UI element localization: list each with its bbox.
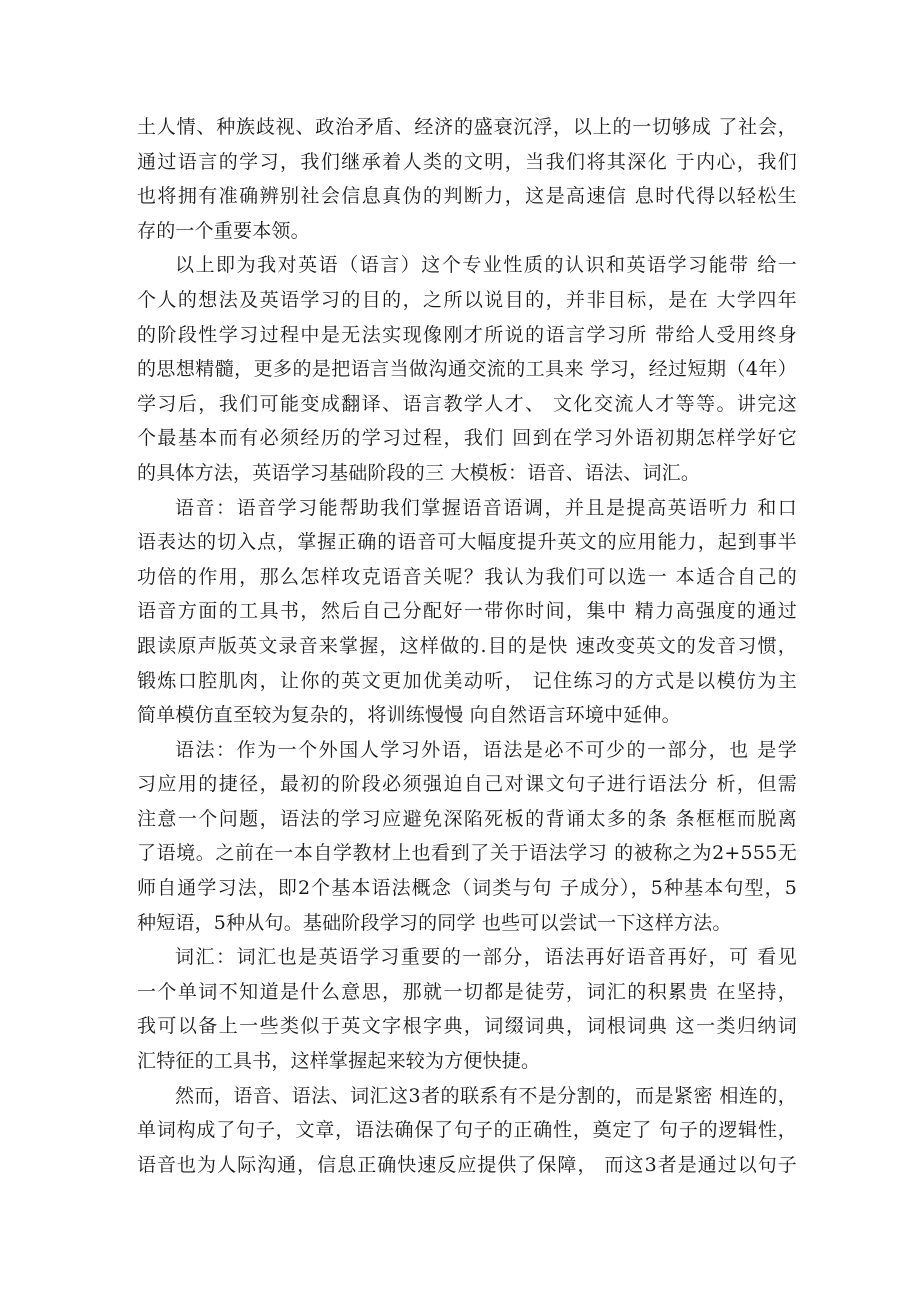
text-line: 个最基本而有必须经历的学习过程，我们 回到在学习外语初期怎样学好它 xyxy=(137,427,797,450)
text-line: 汇特征的工具书，这样掌握起来较为方便快捷。 xyxy=(137,1050,541,1073)
text-line: 单词构成了句子，文章，语法确保了句子的正确性，奠定了 句子的逻辑性， xyxy=(137,1119,797,1142)
text-line: 功倍的作用，那么怎样攻克语音关呢？我认为我们可以选一 本适合自己的 xyxy=(137,565,797,588)
document-body xyxy=(137,110,797,1182)
paragraph-vocabulary xyxy=(137,940,797,1078)
text-line: 师自通学习法，即2个基本语法概念（词类与句 子成分），5种基本句型，5 xyxy=(137,877,797,900)
text-line: 通过语言的学习，我们继承着人类的文明，当我们将其深化 于内心，我们 xyxy=(137,150,797,173)
text-line: 了语境。之前在一本自学教材上也看到了关于语法学习 的被称之为2+555无 xyxy=(137,842,797,865)
text-line: 锻炼口腔肌肉，让你的英文更加优美动听， 记住练习的方式是以模仿为主 xyxy=(137,669,797,692)
paragraph-society xyxy=(137,110,797,248)
text-line: 注意一个问题，语法的学习应避免深陷死板的背诵太多的条 条框框而脱离 xyxy=(137,807,797,830)
text-line: 的具体方法，英语学习基础阶段的三 大模板：语音、语法、词汇。 xyxy=(137,461,701,484)
paragraph-grammar xyxy=(137,733,797,941)
text-line: 学习后，我们可能变成翻译、语言教学人才、 文化交流人才等等。讲完这 xyxy=(137,392,797,415)
text-line: 的思想精髓，更多的是把语言当做沟通交流的工具来 学习，经过短期（4年） xyxy=(137,358,797,381)
text-line: 语表达的切入点，掌握正确的语音可大幅度提升英文的应用能力，起到事半 xyxy=(137,531,797,554)
text-line: 个人的想法及英语学习的目的，之所以说目的，并非目标，是在 大学四年 xyxy=(137,288,797,311)
text-line: 跟读原声版英文录音来掌握，这样做的.目的是快 速改变英文的发音习惯， xyxy=(137,634,797,657)
text-line: 语音方面的工具书，然后自己分配好一带你时间，集中 精力高强度的通过 xyxy=(137,600,797,623)
text-line: 也将拥有准确辨别社会信息真伪的判断力，这是高速信 息时代得以轻松生 xyxy=(137,185,797,208)
text-line: 词汇：词汇也是英语学习重要的一部分，语法再好语音再好，可 看见 xyxy=(175,946,797,969)
text-line: 一个单词不知道是什么意思，那就一切都是徒劳，词汇的积累贵 在坚持， xyxy=(137,980,797,1003)
text-line: 的阶段性学习过程中是无法实现像刚才所说的语言学习所 带给人受用终身 xyxy=(137,323,797,346)
text-line: 简单模仿直至较为复杂的，将训练慢慢 向自然语言环境中延伸。 xyxy=(137,704,681,727)
text-line: 土人情、种族歧视、政治矛盾、经济的盛衰沉浮，以上的一切够成 了社会， xyxy=(137,116,797,138)
text-line: 习应用的捷径，最初的阶段必须强迫自己对课文句子进行语法分 析，但需 xyxy=(137,773,797,796)
paragraph-pronunciation xyxy=(137,491,797,733)
text-line: 存的一个重要本领。 xyxy=(137,219,310,242)
text-line: 语音也为人际沟通，信息正确快速反应提供了保障， 而这3者是通过以句子 xyxy=(137,1153,797,1176)
paragraph-purpose xyxy=(137,248,797,490)
paragraph-connection xyxy=(137,1079,797,1183)
text-line: 种短语，5种从句。基础阶段学习的同学 也些可以尝试一下这样方法。 xyxy=(137,911,732,934)
text-line: 然而，语音、语法、词汇这3者的联系有不是分割的，而是紧密 相连的， xyxy=(175,1084,797,1107)
text-line: 语音：语音学习能帮助我们掌握语音语调，并且是提高英语听力 和口 xyxy=(175,496,797,519)
text-line: 以上即为我对英语（语言）这个专业性质的认识和英语学习能带 给一 xyxy=(175,254,797,277)
text-line: 语法：作为一个外国人学习外语，语法是必不可少的一部分，也 是学 xyxy=(175,738,797,761)
text-line: 我可以备上一些类似于英文字根字典，词缀词典，词根词典 这一类归纳词 xyxy=(137,1015,797,1038)
